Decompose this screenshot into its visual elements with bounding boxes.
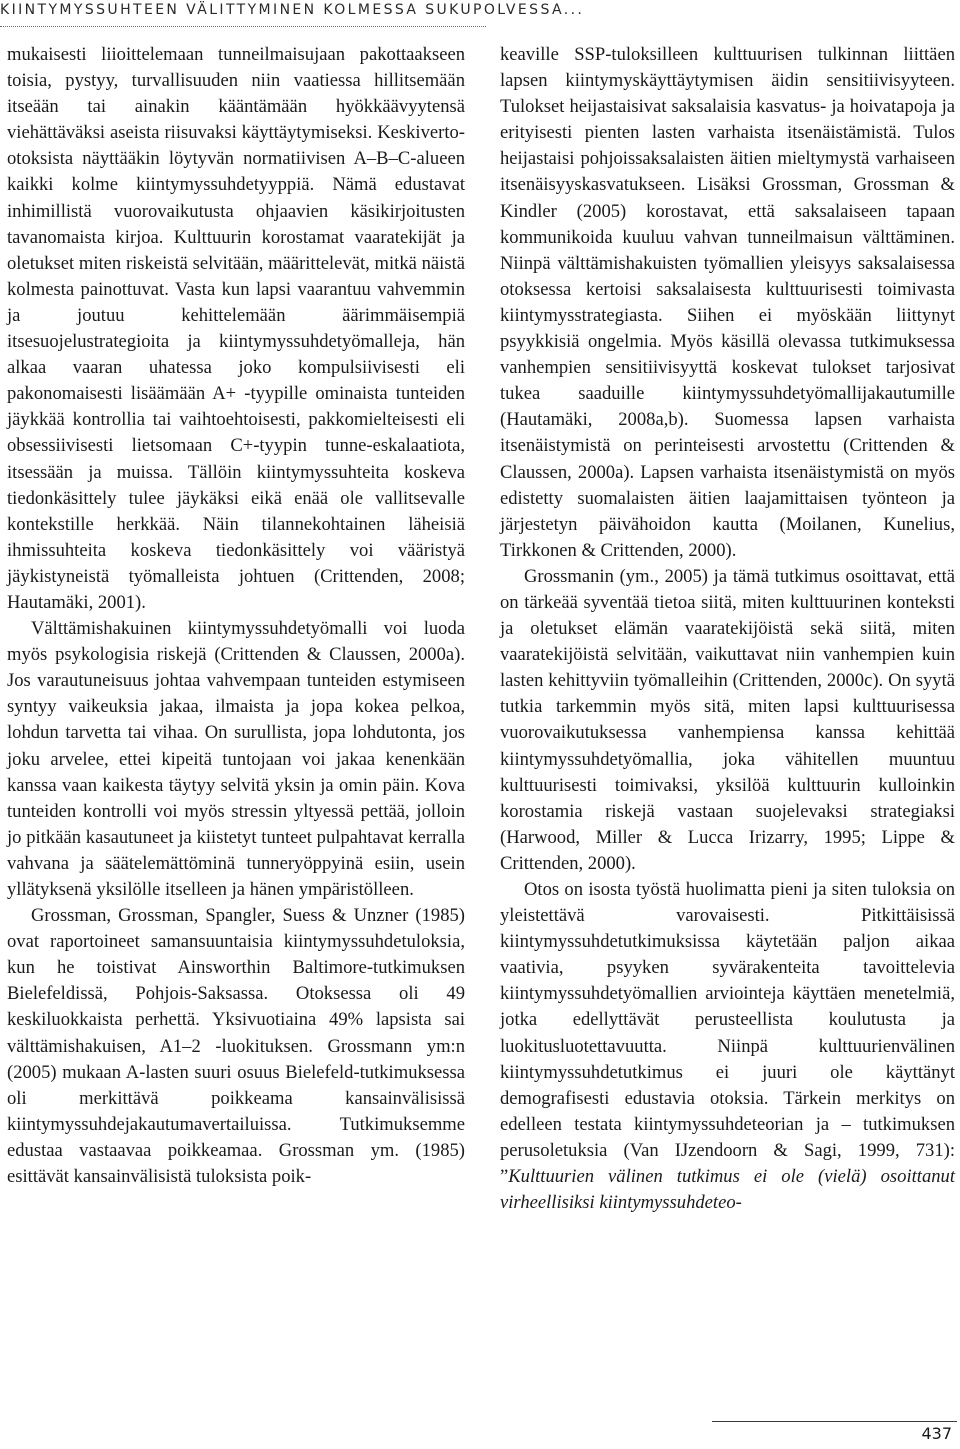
right-paragraph-3-text: Otos on isosta työstä huolimatta pieni ja siten tuloksia on yleistettävä varovaisesti. Pitkittäisissä kiintymyssuhdetutkimuksissa käytetään paljon aikaa vaativia, psyyken syvärakenteita tavoittelevia kiintymyssuhdetyömallien arviointeja käyttäen menetelmiä, jotka edellyttävät perusteellista koulutusta ja luokitusluotettavuutta. Niinpä kulttuurienvälinen kiintymyssuhdetutkimus ei juuri ole käyttänyt demografisesti edustavia otoksia. Tärkein merkitys on edelleen testata kiintymyssuhdeteorian ja – tutkimuksen perusoletuksia (Van IJzendoorn & Sagi, 1999, 731): ” <box>500 879 955 1188</box>
left-paragraph-3: Grossman, Grossman, Spangler, Suess & Unzner (1985) ovat raportoineet samansuuntaisia kiintymyssuhdetuloksia, kun he toistivat Ainsworthin Baltimore-tutkimuksen Bielefeldissä, Pohjois-Saksassa. Otoksessa oli 49 keskiluokkaista perhettä. Yksivuotiaina 49% lapsista sai välttämishakuisen, A1–2 -luokituksen. Grossmann ym:n (2005) mukaan A-lasten suuri osuus Bielefeld-tutkimuksessa oli merkittävä poikkeama kansainvälisissä kiintymyssuhdejakautumavertailuissa. Tutkimuksemme edustaa vastaavaa poikkeamaa. Grossman ym. (1985) esittävät kansainvälisistä tuloksista poik- <box>7 905 465 1188</box>
left-paragraph-1: mukaisesti liioittelemaan tunneilmaisujaan pakottaakseen toisia, pystyy, turvallisuuden niin vaatiessa hillitsemään itseään tai ainakin kääntämään hyökkäävyytensä viehättäväksi aseista riisuvaksi käyttäytymiseksi. Keskiverto-otoksista näyttääkin löytyvän normatiivisen A–B–C-alueen kaikki kolme kiintymyssuhdetyyppiä. Nämä edustavat inhimillistä vuorovaikutusta ohjaavien käsikirjoitusten tavanomaista kirjoa. Kulttuurin korostamat vaaratekijät ja oletukset miten riskeistä selvitään, määrittelevät, mitkä näistä kolmesta painottuvat. Vasta kun lapsi vaarantuu vahvemmin ja joutuu kehittelemään äärimmäisempiä itsesuojelustrategioita ja kiintymyssuhdetyömalleja, hän alkaa vaaran uhatessa joko kompulsiivisesti eli pakonomaisesti lisäämään A+ -tyypille ominaista tunteiden jäykkää kontrollia tai vaihtoehtoisesti, pakkomielteisesti eli obsessiivisesti lietsomaan C+-tyypin tunne-eskalaatiota, itsessään ja muissa. Tällöin kiintymyssuhteita koskeva tiedonkäsittely tulee jäykäksi eikä enää ole vallitsevalle kontekstille herkkää. Näin tilannekohtainen läheisiä ihmissuhteita koskeva tiedonkäsittely voi vääristyä jäykistyneistä työmalleista johtuen (Crittenden, 2008; Hautamäki, 2001). <box>7 44 465 613</box>
right-column <box>500 42 955 1216</box>
running-head: KIINTYMYSSUHTEEN VÄLITTYMINEN KOLMESSA SUKUPOLVESSA... <box>0 2 585 18</box>
left-paragraph-2: Välttämishakuinen kiintymyssuhdetyömalli voi luoda myös psykologisia riskejä (Crittenden & Claussen, 2000a). Jos varautuneisuus johtaa vahvempaan tunteiden estymiseen syntyy vaikeuksia jakaa, ilmaista ja jopa kokea pelkoa, lohdun tarvetta tai vihaa. On surullista, jopa lohdutonta, jos joku arvelee, ettei kipeitä tuntojaan voi jakaa kenenkään kanssa vaan kaikesta täytyy selvitä yksin ja omin päin. Kova tunteiden kontrolli voi myös stressin yltyessä pettää, jolloin jo pitkään kasautuneet ja kiistetyt tunteet pulpahtavat kerralla vahvana ja säätelemättöminä tunneryöppyinä esiin, usein yllätyksenä yksilölle itselleen ja hänen ympäristölleen. <box>7 618 465 900</box>
header-rule <box>0 26 486 27</box>
left-column <box>7 42 465 1190</box>
quote-italic: Kulttuurien välinen tutkimus ei ole (vielä) osoittanut virheellisiksi kiintymyssuhdeteo- <box>500 1166 955 1214</box>
right-paragraph-2: Grossmanin (ym., 2005) ja tämä tutkimus osoittavat, että on tärkeää syventää tietoa siitä, miten kulttuurinen konteksti ja oletukset elämän vaaratekijöistä sekä siitä, miten vaaratekijöistä selvitään, vaikuttavat niin vanhempien kuin lasten kehittyviin työmalleihin (Crittenden, 2000c). On syytä tutkia tarkemmin myös sitä, miten lapsi kulttuurisessa vuorovaikutuksessa vanhempiensa kanssa kehittää kiintymyssuhdetyömallia, joka vähitellen muuntuu kulttuurisesti toimivaksi, yksilöä kulttuurin kulloinkin korostamia riskejä vastaan suojelevaksi strategiaksi (Harwood, Miller & Lucca Irizarry, 1995; Lippe & Crittenden, 2000). <box>500 565 955 874</box>
right-paragraph-1: keaville SSP-tuloksilleen kulttuurisen tulkinnan liittäen lapsen kiintymyskäyttäytymisen äidin sensitiivisyyteen. Tulokset heijastaisivat saksalaisia kasvatus- ja hoivatapoja ja erityisesti pienten lasten varhaista itsenäistämistä. Tulos heijastaisi pohjoissaksalaisten äitien mieltymystä varhaiseen itsenäisyyskasvatukseen. Lisäksi Grossman, Grossman & Kindler (2005) korostavat, että saksalaiseen tapaan kommunikoida kuuluu vahvan tunneilmaisun välttäminen. Niinpä välttämishakuisten työmallien yleisyys saksalaisessa otoksessa kertoisi saksalaisesta kulttuurisesti toimivasta kiintymysstrategiasta. Siihen ei myöskään liittynyt psyykkisiä ongelmia. Myös käsillä olevassa tutkimuksessa vanhempien sensitiivisyyttä koskevat tulokset tarjosivat tukea saaduille kiintymyssuhdetyömallijakautumille (Hautamäki, 2008a,b). Suomessa lapsen varhaista itsenäistymistä on perinteisesti arvostettu (Crittenden & Claussen, 2000a). Lapsen varhaista itsenäistymistä on myös edistetty suomalaisten äitien laajamittaisen työnteon ja järjestetyn päivähoidon kautta (Moilanen, Kunelius, Tirkkonen & Crittenden, 2000). <box>500 44 955 561</box>
footer-rule <box>712 1421 957 1422</box>
right-paragraph-3 <box>500 877 955 1216</box>
page-number: 437 <box>921 1424 952 1443</box>
